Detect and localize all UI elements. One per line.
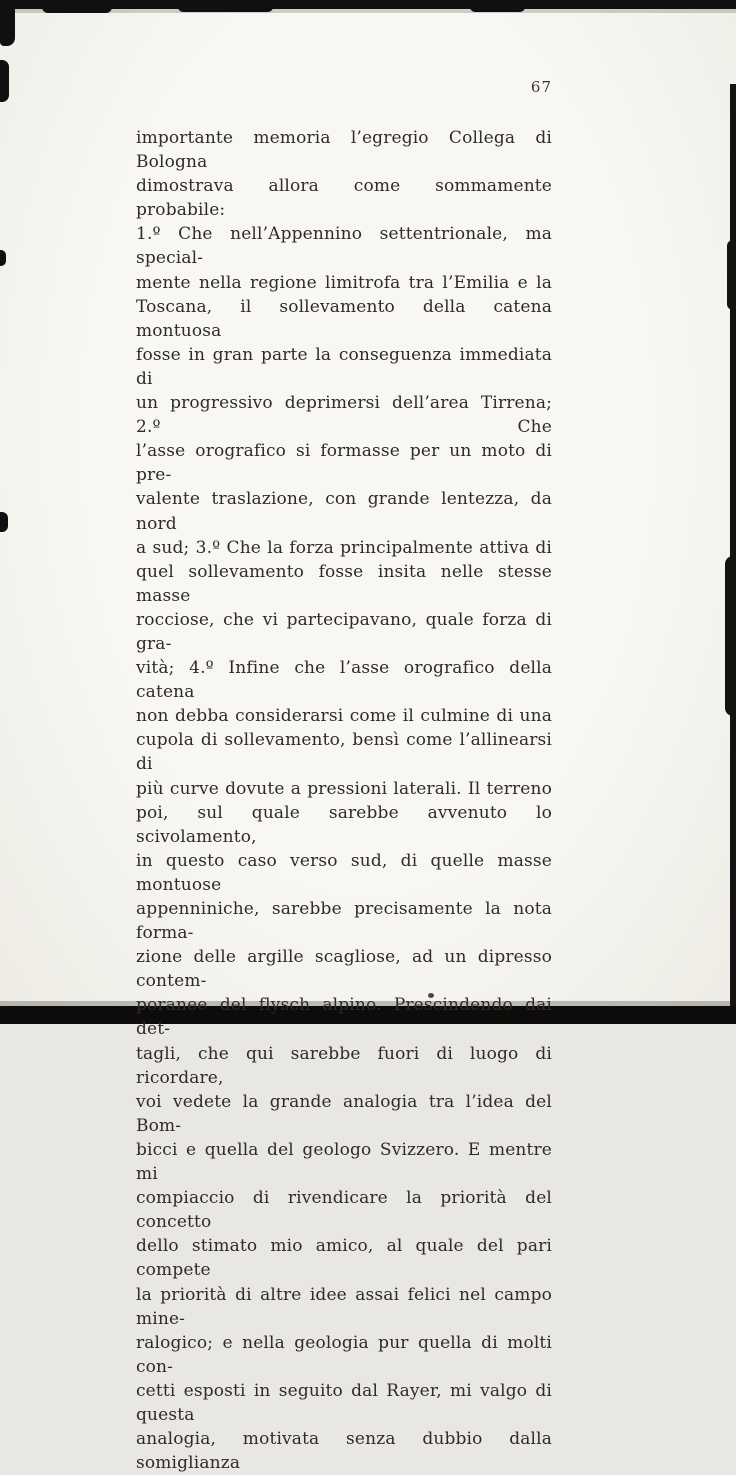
text-line: fosse in gran parte la conseguenza immediata di [136, 344, 552, 389]
text-line: a sud; 3.º Che la forza principalmente attiva di [136, 537, 552, 558]
body-text [136, 126, 552, 1475]
page-number: 67 [530, 78, 552, 96]
text-line: dello stimato mio amico, al quale del pari compete [136, 1236, 552, 1281]
text-line: l’asse orografico si formasse per un moto di pre- [136, 441, 552, 486]
text-line: valente traslazione, con grande lentezza, da nord [136, 489, 552, 534]
scan-blot-right-1 [725, 556, 736, 716]
scan-blot-left-3 [0, 512, 8, 532]
scan-blot-top-3 [470, 6, 525, 12]
text-line: cetti esposti in seguito dal Rayer, mi valgo di questa [136, 1380, 552, 1425]
text-line: appenniniche, sarebbe precisamente la nota forma- [136, 899, 552, 944]
text-line: bicci e quella del geologo Svizzero. E mentre mi [136, 1139, 552, 1185]
text-line: dimostrava allora come sommamente probabile: [136, 176, 552, 221]
text-line: Toscana, il sollevamento della catena montuosa [136, 296, 552, 341]
text-line: più curve dovute a pressioni laterali. Il terreno [136, 778, 552, 799]
scan-blot-top-1 [42, 6, 112, 13]
text-line: ralogico; e nella geologia pur quella di molti con- [136, 1332, 552, 1377]
text-line: rocciose, che vi partecipavano, quale forza di gra- [136, 609, 552, 654]
text-line: non debba considerarsi come il culmine di una [136, 706, 552, 727]
text-line: analogia, motivata senza dubbio dalla somiglianza [136, 1429, 552, 1474]
text-line: vità; 4.º Infine che l’asse orografico della catena [136, 658, 552, 703]
scan-blot-top-left [0, 0, 15, 46]
scan-edge-right [730, 84, 736, 1010]
text-line: quel sollevamento fosse insita nelle stesse masse [136, 561, 552, 606]
scan-blot-left-2 [0, 250, 6, 266]
text-line: zione delle argille scagliose, ad un dipresso contem- [136, 947, 552, 992]
text-line: 1.º Che nell’Appennino settentrionale, ma special- [136, 224, 552, 269]
text-line: importante memoria l’egregio Collega di Bologna [136, 128, 552, 173]
text-line: la priorità di altre idee assai felici nel campo mine- [136, 1284, 552, 1329]
text-line: un progressivo deprimersi dell’area Tirrena; 2.º Che [136, 393, 552, 438]
text-line: in questo caso verso sud, di quelle masse montuose [136, 850, 552, 895]
scan-blot-left-1 [0, 60, 9, 102]
text-line: mente nella regione limitrofa tra l’Emilia e la [136, 272, 552, 293]
scan-blot-right-2 [727, 240, 736, 310]
text-line: cupola di sollevamento, bensì come l’allinearsi di [136, 730, 552, 775]
text-line: compiaccio di rivendicare la priorità del concetto [136, 1188, 552, 1233]
text-line: poranee del flysch alpino. Prescindendo dai det- [136, 995, 552, 1040]
text-line: voi vedete la grande analogia tra l’idea del Bom- [136, 1091, 552, 1136]
scan-blot-top-2 [178, 7, 273, 12]
text-line: tagli, che qui sarebbe fuori di luogo di ricordare, [136, 1043, 552, 1088]
text-line: poi, sul quale sarebbe avvenuto lo scivolamento, [136, 802, 552, 847]
